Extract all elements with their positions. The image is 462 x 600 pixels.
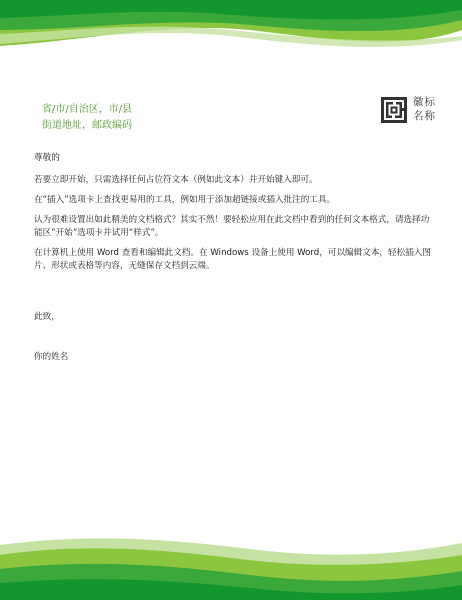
letter-paragraph[interactable]: 在“插入”选项卡上查找更易用的工具，例如用于添加超链接或插入批注的工具。 — [34, 195, 336, 205]
letter-paragraph[interactable]: 认为很难设置出如此精美的文档格式？其实不然！要轻松应用在此文档中看到的任何文本格式，请选择功能区“开始”选项卡并试用“样式”。 — [34, 215, 430, 238]
letter-salutation[interactable]: 尊敬的 — [34, 153, 60, 163]
footer-wave-decoration — [0, 525, 462, 600]
maze-logo-icon[interactable] — [381, 97, 407, 123]
logo-name-line-1: 徽标 — [413, 96, 436, 108]
logo-name-line-2: 名称 — [413, 110, 436, 122]
letter-paragraph[interactable]: 若要立即开始，只需选择任何占位符文本（例如此文本）并开始键入即可。 — [34, 175, 318, 185]
address-line-1[interactable]: 省/市/自治区，市/县 — [42, 104, 133, 115]
header-wave-decoration — [0, 0, 462, 60]
address-line-2[interactable]: 街道地址，邮政编码 — [42, 120, 132, 131]
letter-body — [34, 152, 434, 280]
sender-address — [42, 102, 132, 134]
letter-closing[interactable]: 此致， — [34, 312, 60, 322]
logo-name[interactable] — [413, 95, 436, 123]
letter-paragraph[interactable]: 在计算机上使用 Word 查看和编辑此文档。在 Windows 设备上使用 Word，可以编辑文本，轻松插入图片、形状或表格等内容，无缝保存文档到云端。 — [34, 248, 431, 271]
letter-signature[interactable]: 你的姓名 — [34, 352, 69, 362]
